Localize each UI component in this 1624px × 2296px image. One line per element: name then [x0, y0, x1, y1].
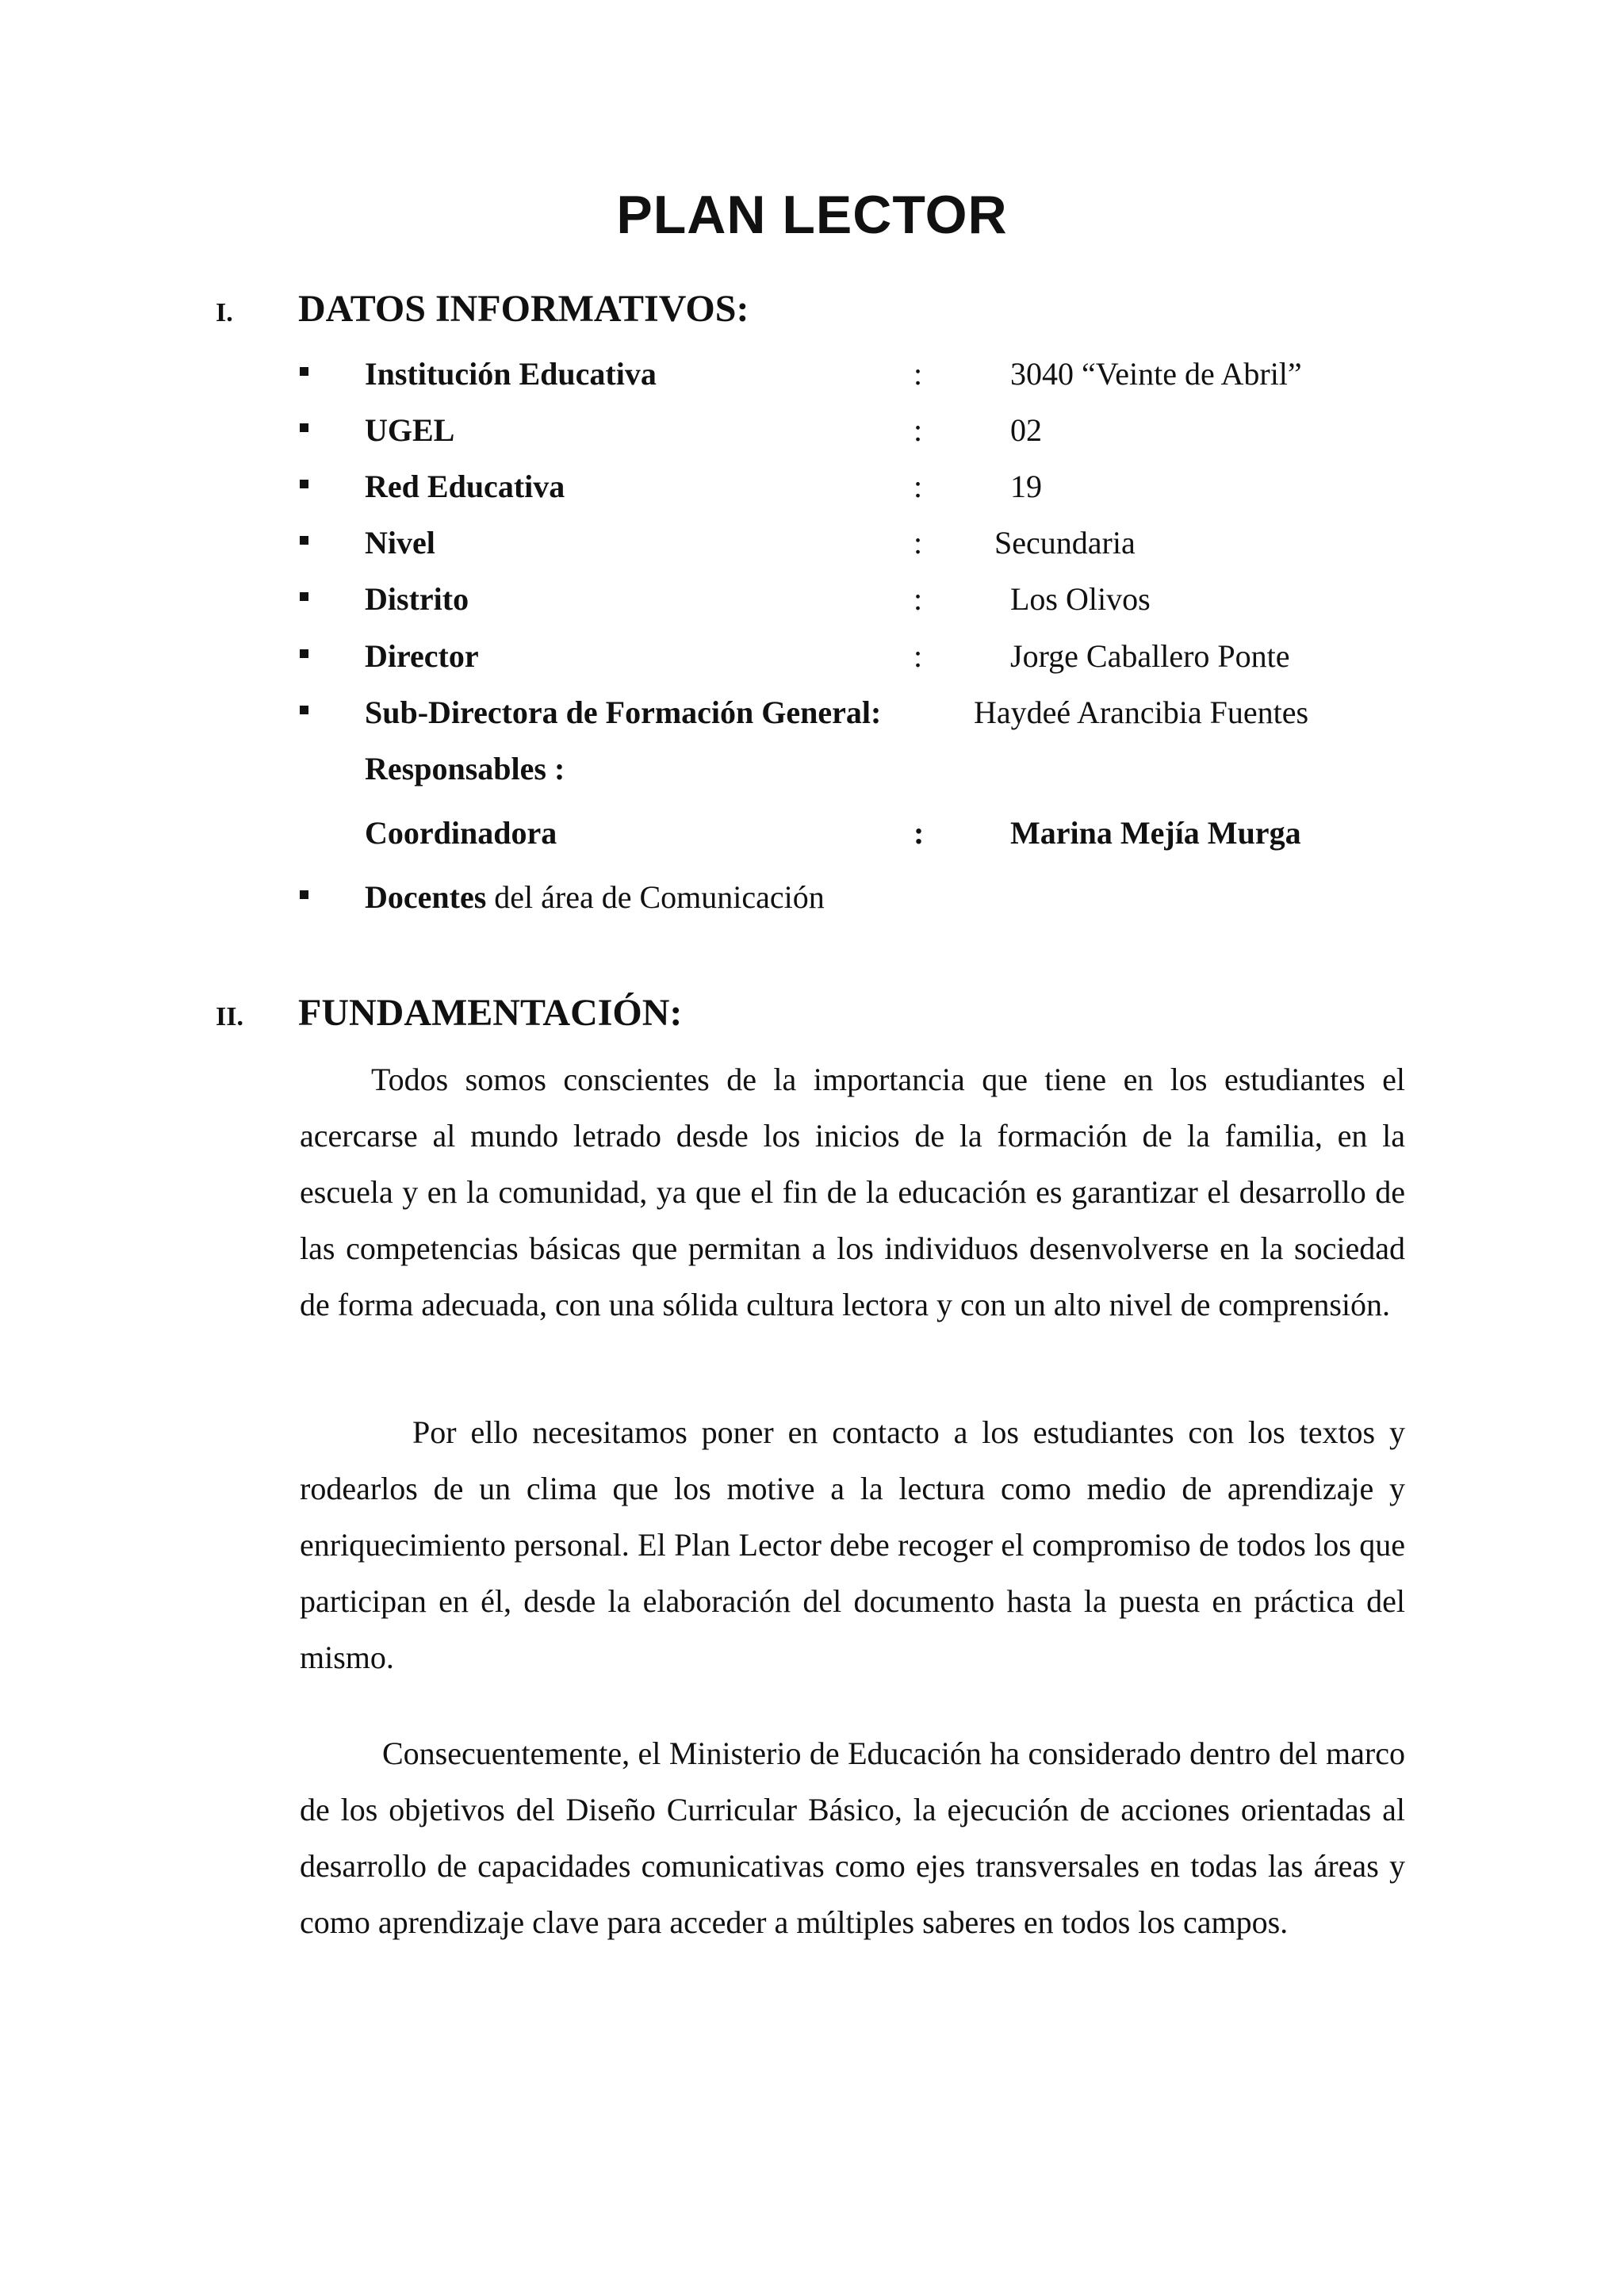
docentes-text: [365, 878, 825, 916]
info-label: Director: [365, 638, 479, 674]
info-value: 3040 “Veinte de Abril”: [1010, 356, 1302, 392]
info-label: Sub-Directora de Formación General:: [365, 695, 882, 730]
info-colon: :: [914, 412, 923, 448]
square-bullet-icon: [300, 367, 308, 376]
info-colon: :: [914, 356, 923, 392]
info-value: Haydeé Arancibia Fuentes: [974, 695, 1309, 730]
section-heading-fundamentacion: [216, 991, 682, 1035]
responsables-label: Responsables :: [365, 751, 565, 786]
info-label: Distrito: [365, 581, 469, 617]
info-label: Red Educativa: [365, 469, 565, 504]
info-value: 02: [1010, 412, 1042, 448]
paragraph: Por ello necesitamos poner en contacto a los estudiantes con los textos y rodearlos de un clima que los motive a la lectura como medio de aprendizaje y enriquecimiento personal. El Plan Lector debe recoger el compromiso de todos los que participan en él, desde la elaboración del documento hasta la puesta en práctica del mismo.: [300, 1414, 1405, 1675]
square-bullet-icon: [300, 536, 308, 545]
square-bullet-icon: [300, 890, 308, 899]
info-colon: :: [914, 638, 923, 674]
info-label: Nivel: [365, 525, 435, 561]
section-heading-datos: [216, 287, 749, 331]
section-number: I.: [216, 298, 233, 327]
info-value: 19: [1010, 469, 1042, 504]
section-title: DATOS INFORMATIVOS:: [298, 288, 749, 330]
section-title: FUNDAMENTACIÓN:: [298, 992, 683, 1034]
info-value: Jorge Caballero Ponte: [1010, 638, 1290, 674]
square-bullet-icon: [300, 649, 308, 658]
info-label: UGEL: [365, 412, 455, 448]
docentes-bold: Docentes: [365, 879, 487, 915]
square-bullet-icon: [300, 706, 308, 714]
docentes-rest: del área de Comunicación: [486, 879, 825, 915]
info-value: Los Olivos: [1010, 581, 1151, 617]
info-label: Coordinadora: [365, 815, 557, 851]
info-colon: :: [914, 525, 923, 561]
paragraph: Todos somos conscientes de la importancia que tiene en los estudiantes el acercarse al mundo letrado desde los inicios de la formación de la familia, en la escuela y en la comunidad, ya que el fin de la educación es garantizar el desarrollo de las competencias básicas que permitan a los individuos desenvolverse en la sociedad de forma adecuada, con una sólida cultura lectora y con un alto nivel de comprensión.: [300, 1062, 1405, 1322]
page-title: PLAN LECTOR: [616, 185, 1008, 245]
info-colon: :: [914, 581, 923, 617]
info-label: Institución Educativa: [365, 356, 657, 392]
square-bullet-icon: [300, 592, 308, 601]
info-value: Secundaria: [994, 525, 1136, 561]
section-number: II.: [216, 1002, 243, 1031]
square-bullet-icon: [300, 423, 308, 432]
square-bullet-icon: [300, 480, 308, 488]
info-colon: :: [914, 815, 925, 851]
info-value: Marina Mejía Murga: [1010, 815, 1301, 851]
paragraph: Consecuentemente, el Ministerio de Educación ha considerado dentro del marco de los objetivos del Diseño Curricular Básico, la ejecución de acciones orientadas al desarrollo de capacidades comunicativas como ejes transversales en todas las áreas y como aprendizaje clave para acceder a múltiples saberes en todos los campos.: [300, 1735, 1405, 1940]
info-colon: :: [914, 469, 923, 504]
